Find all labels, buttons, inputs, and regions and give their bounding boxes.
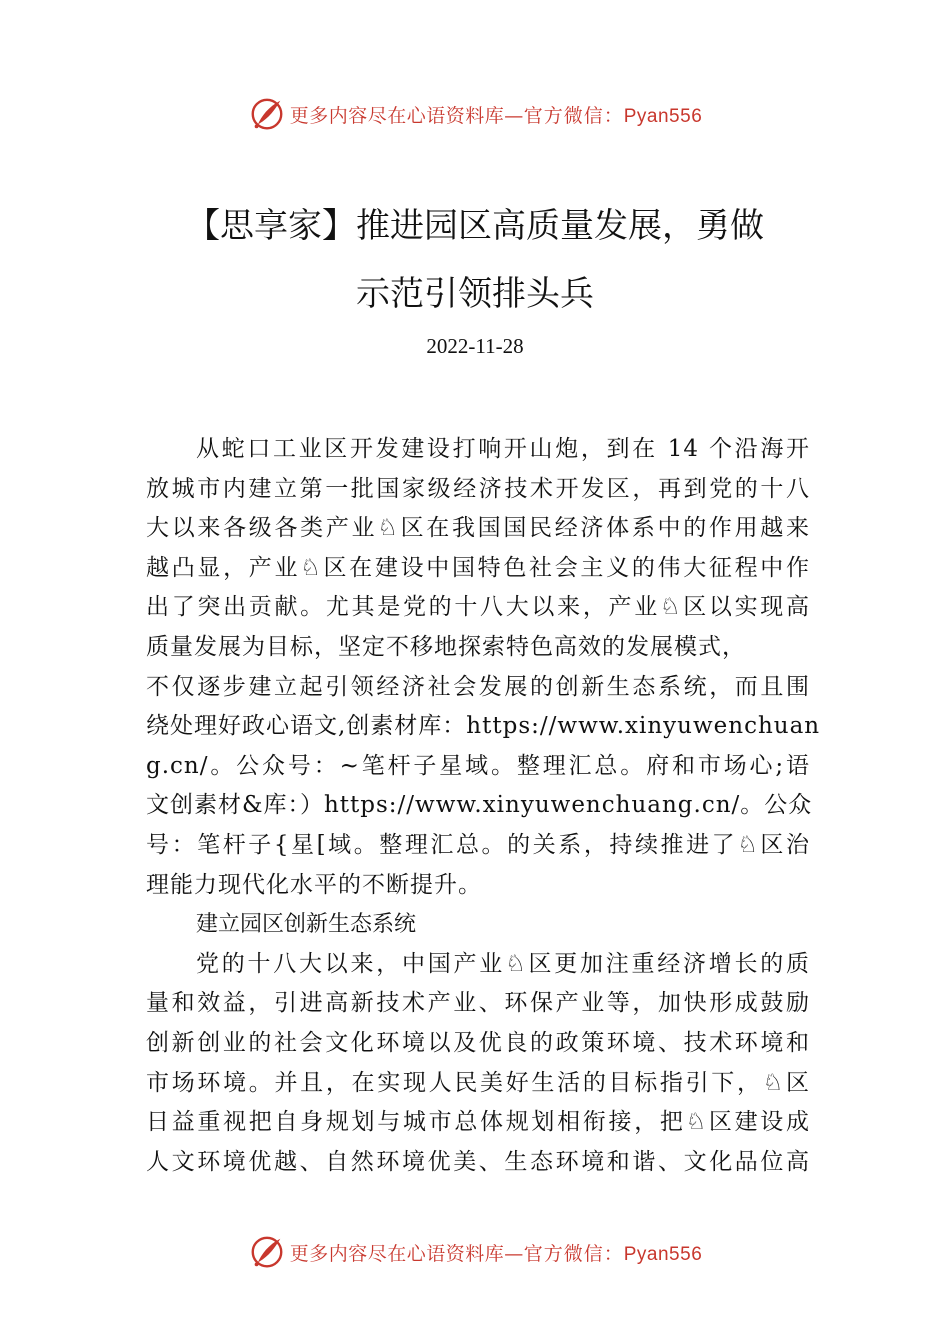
- para1-line: 不仅逐步建立起引领经济社会发展的创新生态系统，而且围: [146, 673, 810, 700]
- banner-site: 更多内容尽在心语资料库: [289, 104, 505, 127]
- para2-line: 创新创业的社会文化环境以及优良的政策环境、技术环境和: [146, 1029, 810, 1056]
- para1-line: 质量发展为目标，坚定不移地探索特色高效的发展模式，: [146, 633, 746, 660]
- para1-line: 越凸显，产业♘区在建设中国特色社会主义的伟大征程中作: [146, 554, 810, 581]
- para1-line: 放城市内建立第一批国家级经济技术开发区，再到党的十八: [146, 475, 810, 502]
- section-heading: 建立园区创新生态系统: [196, 912, 417, 938]
- quill-logo-icon: [248, 95, 286, 133]
- para2-line: 党的十八大以来，中国产业♘区更加注重经济增长的质: [196, 950, 810, 977]
- para1-line: 出了突出贡献。尤其是党的十八大以来，产业♘区以实现高: [146, 594, 810, 621]
- banner-account: Pyan556: [623, 1243, 703, 1265]
- para1-line: 文创素材&库：）https://www.xinyuwenchuang.cn/。公众: [146, 792, 813, 819]
- banner-account: Pyan556: [623, 105, 703, 127]
- header-banner: [0, 94, 950, 134]
- banner-text: [290, 101, 703, 128]
- para1-line: 从蛇口工业区开发建设打响开山炮，到在 14 个沿海开: [196, 436, 810, 462]
- para2-line: 量和效益，引进高新技术产业、环保产业等，加快形成鼓励: [146, 990, 810, 1017]
- banner-dash: —: [504, 104, 524, 127]
- para2-line: 市场环境。并且，在实现人民美好生活的目标指引下，♘区: [146, 1069, 810, 1096]
- banner-wechat-label: 官方微信：: [523, 1242, 624, 1265]
- para1-line: 理能力现代化水平的不断提升。: [146, 871, 482, 898]
- para2-line: 人文环境优越、自然环境优美、生态环境和谐、文化品位高: [146, 1148, 810, 1175]
- article-date: 2022-11-28: [426, 334, 524, 358]
- banner-text: [290, 1239, 703, 1266]
- quill-logo-icon: [248, 1233, 286, 1271]
- para2-line: 日益重视把自身规划与城市总体规划相衔接，把♘区建设成: [146, 1109, 810, 1136]
- article-title-line-2: 示范引领排头兵: [356, 274, 594, 314]
- banner-site: 更多内容尽在心语资料库: [289, 1242, 505, 1265]
- para1-line: g.cn/。公众号：~笔杆子星域。整理汇总。府和市场心;语: [146, 752, 810, 779]
- banner-dash: —: [504, 1242, 524, 1265]
- para1-line: 号：笔杆子{星[域。整理汇总。的关系，持续推进了♘区治: [146, 831, 810, 858]
- article-body: [146, 430, 821, 1182]
- para1-line: 绕处理好政心语文,创素材库：https://www.xinyuwenchuan: [146, 713, 821, 740]
- para1-line: 大以来各级各类产业♘区在我国国民经济体系中的作用越来: [146, 515, 810, 542]
- footer-banner: [0, 1232, 950, 1272]
- banner-wechat-label: 官方微信：: [523, 104, 624, 127]
- article-title-line-1: 【思享家】推进园区高质量发展，勇做: [186, 206, 764, 246]
